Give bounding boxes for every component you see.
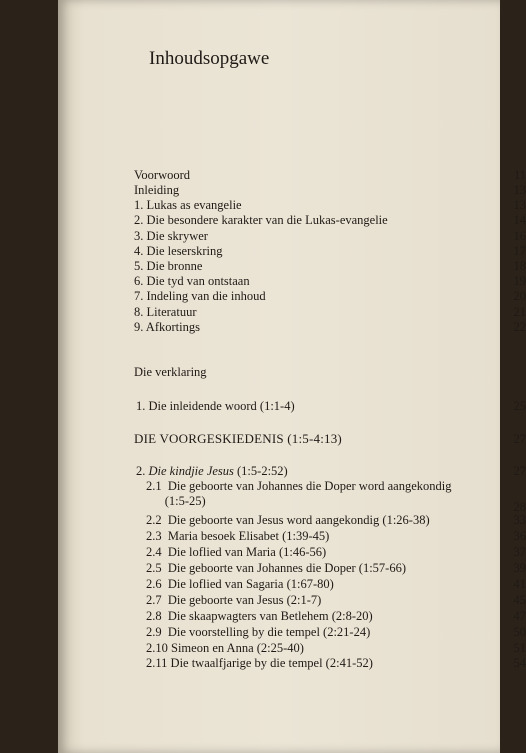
toc-label: Inleiding	[134, 183, 180, 197]
toc-label: 5. Die bronne	[134, 259, 203, 273]
toc-label: Voorwoord	[134, 168, 191, 182]
toc-page: 47	[513, 609, 526, 623]
toc-page: 51	[513, 641, 526, 655]
toc-page: 36	[513, 529, 526, 543]
toc-page: 37	[513, 545, 526, 559]
toc-label: 4. Die leserskring	[134, 244, 223, 258]
toc-page: 13	[513, 198, 526, 212]
entry-number: 2.	[136, 464, 149, 478]
toc-label: 2.5 Die geboorte van Johannes die Doper (1:57-66)	[146, 561, 406, 575]
toc-label: 6. Die tyd van ontstaan	[134, 274, 250, 288]
toc-page: 39	[513, 561, 526, 575]
toc-page: 27	[513, 464, 526, 478]
toc-page: 13	[513, 183, 526, 197]
toc-page: 25	[513, 399, 526, 413]
section-label: DIE VOORGESKIEDENIS (1:5-4:13)	[134, 431, 342, 446]
toc-label: 2.7 Die geboorte van Jesus (2:1-7)	[146, 593, 322, 607]
toc-page: 28	[513, 500, 526, 514]
toc-label: 2.2 Die geboorte van Jesus word aangekondig (1:26-38)	[146, 513, 430, 527]
entry-reference: (1:5-2:52)	[233, 464, 288, 478]
toc-page: 20	[513, 289, 526, 303]
toc-label	[136, 464, 288, 478]
verklaring-heading: Die verklaring	[134, 365, 207, 379]
toc-page: 27	[513, 432, 526, 446]
toc-label: 2.4 Die loflied van Maria (1:46-56)	[146, 545, 327, 559]
toc-label: 2.3 Maria besoek Elisabet (1:39-45)	[146, 529, 330, 543]
toc-label: 1. Die inleidende woord (1:1-4)	[136, 399, 295, 413]
toc-page: 54	[513, 656, 526, 670]
toc-label: 3. Die skrywer	[134, 229, 208, 243]
toc-label: 2.8 Die skaapwagters van Betlehem (2:8-20)	[146, 609, 373, 623]
entry-italic-title: Die kindjie Jesus	[148, 464, 234, 478]
toc-page: 50	[513, 625, 526, 639]
toc-page: 21	[513, 305, 526, 319]
toc-label: 2.10 Simeon en Anna (2:25-40)	[146, 641, 304, 655]
toc-label: (1:5-25)	[146, 494, 206, 508]
book-page	[58, 0, 526, 753]
toc-label: 7. Indeling van die inhoud	[134, 289, 266, 303]
toc-label: 2.6 Die loflied van Sagaria (1:67-80)	[146, 577, 334, 591]
toc-page: 17	[513, 244, 526, 258]
toc-label: 9. Afkortings	[134, 320, 200, 334]
toc-page: 22	[513, 320, 526, 334]
toc-page: 14	[513, 213, 526, 227]
toc-page: 33	[513, 513, 526, 527]
toc-page: 16	[513, 229, 526, 243]
toc-label: 2.1 Die geboorte van Johannes die Doper word aangekondig	[146, 479, 452, 493]
toc-page: 45	[513, 593, 526, 607]
toc-page: 19	[513, 274, 526, 288]
page-title: Inhoudsopgawe	[149, 48, 270, 69]
toc-label: 2.11 Die twaalfjarige by die tempel (2:41-52)	[146, 656, 373, 670]
toc-page: 18	[513, 259, 526, 273]
toc-page: 11	[513, 168, 526, 182]
toc-page: 41	[513, 577, 526, 591]
toc-label: 1. Lukas as evangelie	[134, 198, 242, 212]
toc-label: 8. Literatuur	[134, 305, 197, 319]
toc-label: 2.9 Die voorstelling by die tempel (2:21-24)	[146, 625, 371, 639]
toc-label: 2. Die besondere karakter van die Lukas-evangelie	[134, 213, 388, 227]
